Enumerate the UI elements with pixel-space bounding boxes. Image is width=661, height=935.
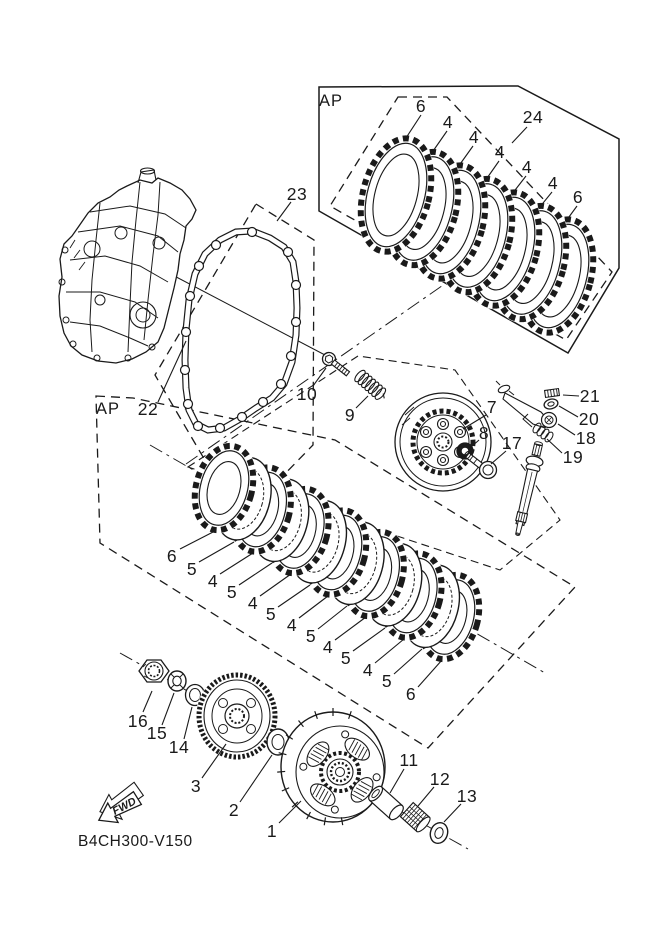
part-label-4-23: 4 <box>247 593 259 613</box>
part-label-13-40: 13 <box>456 786 478 806</box>
part-label-5-30: 5 <box>381 671 393 691</box>
part-label-6-6: 6 <box>572 187 584 207</box>
part-label-19-18: 19 <box>562 447 584 467</box>
part-label-5-26: 5 <box>305 626 317 646</box>
leader-line <box>558 424 575 435</box>
part-label-20-16: 20 <box>578 409 600 429</box>
part-label-4-29: 4 <box>362 660 374 680</box>
leader-line <box>199 542 234 562</box>
gasket-drawing <box>181 228 301 433</box>
part-label-23-8: 23 <box>286 184 308 204</box>
part-label-14-34: 14 <box>168 737 190 757</box>
leader-line <box>184 707 192 739</box>
leader-line <box>444 804 461 822</box>
part-label-6-19: 6 <box>166 546 178 566</box>
leader-line <box>559 406 578 417</box>
bolt-10-drawing <box>320 350 352 379</box>
diagram-code: B4CH300-V150 <box>78 833 193 850</box>
part-label-5-24: 5 <box>265 604 277 624</box>
part-label-4-1: 4 <box>442 112 454 132</box>
part-label-21-15: 21 <box>579 386 601 406</box>
washer-13-drawing <box>428 820 451 845</box>
leader-line <box>335 617 366 640</box>
leader-line <box>143 691 152 712</box>
part-label-17-14: 17 <box>501 433 523 453</box>
part-label-5-22: 5 <box>226 582 238 602</box>
leader-line <box>418 660 442 687</box>
part-label-10-10: 10 <box>296 384 318 404</box>
part-label-4-3: 4 <box>494 142 506 162</box>
crankcase-cover-drawing <box>59 168 196 363</box>
washer-20-drawing <box>543 398 559 411</box>
part-label-9-11: 9 <box>344 405 356 425</box>
leader-line <box>260 574 291 596</box>
leader-line <box>220 553 253 574</box>
gasket-bolt-holes <box>181 228 301 433</box>
leader-line <box>277 202 291 221</box>
leader-line <box>418 787 434 806</box>
leader-line <box>318 606 347 629</box>
leader-line <box>279 801 301 823</box>
part-label-16-32: 16 <box>127 711 149 731</box>
part-label-15-33: 15 <box>146 723 168 743</box>
leader-line <box>512 127 527 143</box>
needle-bearing-12-drawing <box>400 803 432 834</box>
part-label-2-36: 2 <box>228 800 240 820</box>
clutch-boss-gear-drawing <box>196 672 278 760</box>
part-label-24-7: 24 <box>522 107 544 127</box>
nut-16-drawing <box>139 660 169 682</box>
part-label-3-35: 3 <box>190 776 202 796</box>
part-label-8-13: 8 <box>478 423 490 443</box>
leader-line <box>299 596 328 618</box>
part-label-4-5: 4 <box>547 173 559 193</box>
part-label-4-27: 4 <box>322 637 334 657</box>
leader-line <box>356 396 368 408</box>
part-label-6-31: 6 <box>405 684 417 704</box>
spring-9-drawing <box>353 369 390 403</box>
washer-15-drawing <box>168 671 186 691</box>
leader-line <box>563 395 579 396</box>
part-label-6-0: 6 <box>415 96 427 116</box>
part-label-5-28: 5 <box>340 648 352 668</box>
leader-line <box>240 755 272 802</box>
region-label-ap-0: AP <box>318 92 344 110</box>
part-label-11-38: 11 <box>399 750 419 770</box>
part-label-22-9: 22 <box>137 399 159 419</box>
clutch-housing-drawing <box>277 708 385 825</box>
part-label-7-12: 7 <box>486 397 498 417</box>
leader-line <box>239 563 272 585</box>
leader-line <box>180 531 215 549</box>
leader-line <box>547 439 562 453</box>
leader-line <box>278 585 310 607</box>
screw-21-drawing <box>545 389 560 398</box>
leader-line <box>394 649 422 674</box>
part-label-4-2: 4 <box>468 127 480 147</box>
part-label-4-25: 4 <box>286 615 298 635</box>
leader-line <box>375 639 404 663</box>
part-label-12-39: 12 <box>429 769 451 789</box>
leader-line <box>162 693 174 725</box>
part-label-1-37: 1 <box>266 821 278 841</box>
part-label-5-20: 5 <box>186 559 198 579</box>
part-label-4-4: 4 <box>521 157 533 177</box>
region-label-ap-1: AP <box>95 400 121 418</box>
fwd-arrow-label: FWD <box>110 795 139 818</box>
part-label-18-17: 18 <box>575 428 597 448</box>
friction-plates-top-group <box>345 126 609 345</box>
fwd-arrow <box>90 780 149 830</box>
leader-line <box>353 628 385 651</box>
part-label-4-21: 4 <box>207 571 219 591</box>
leader-line <box>390 769 404 793</box>
